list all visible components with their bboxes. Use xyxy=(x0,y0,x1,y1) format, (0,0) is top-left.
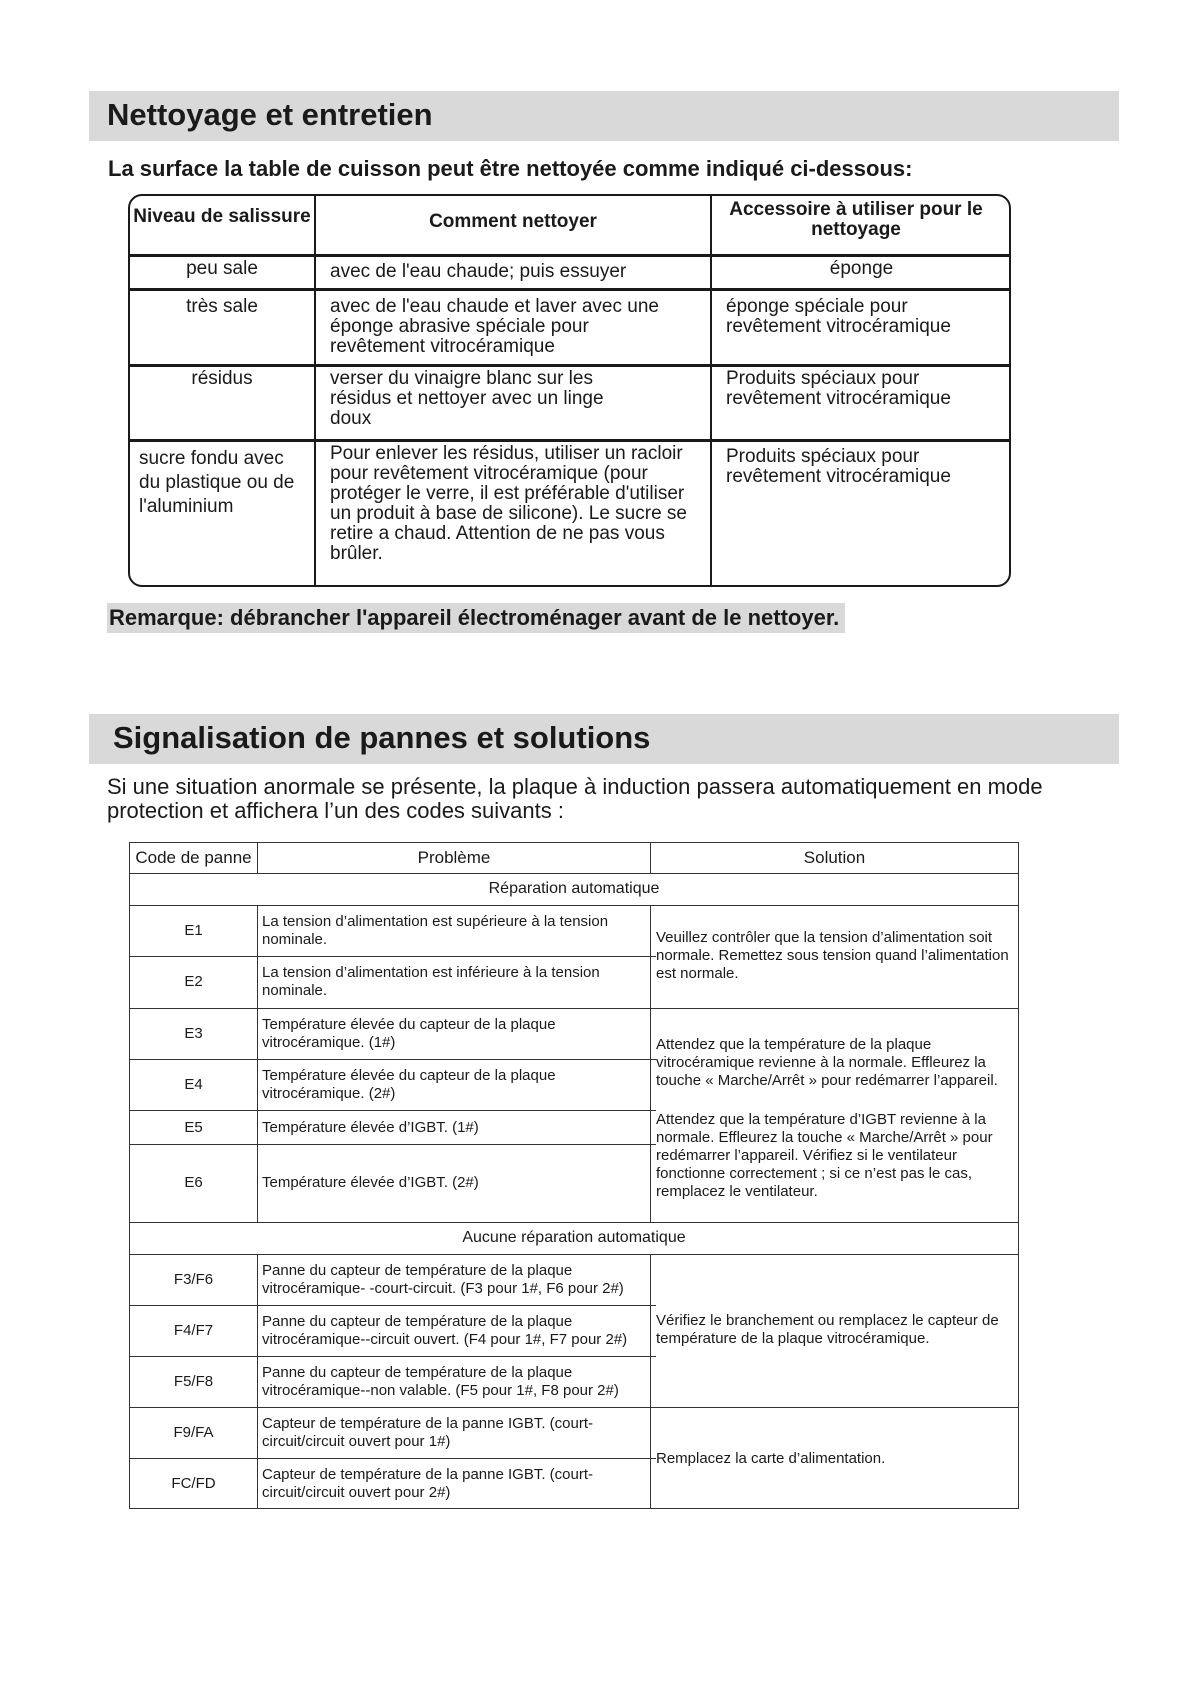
code-f4-f7: F4/F7 xyxy=(173,1322,214,1339)
row2-how: avec de l'eau chaude et laver avec une éponge abrasive spéciale pour revêtement vitrocéramique xyxy=(330,296,659,357)
problem-f5-f8: Panne du capteur de température de la plaque vitrocéramique--non valable. (F5 pour 1#, F8 pour 2#) xyxy=(262,1364,619,1399)
solution-e5-e6: Attendez que la température d’IGBT revienne à la normale. Effleurez la touche « Marche/Arrêt » pour redémarrer l’appareil. Vérifiez si le ventilateur fonctionne correctement ; si ce n’est pas le cas, remplacez le ventilateur. xyxy=(656,1111,993,1200)
fault-codes-table xyxy=(129,842,1019,1509)
code-e6: E6 xyxy=(184,1174,203,1191)
solution-f9-fd: Remplacez la carte d’alimentation. xyxy=(656,1450,886,1467)
cleaning-remark: Remarque: débrancher l'appareil électroménager avant de le nettoyer. xyxy=(107,603,845,633)
code-e3: E3 xyxy=(184,1025,203,1042)
code-e4: E4 xyxy=(184,1076,203,1093)
header-accessory: Accessoire à utiliser pour le nettoyage xyxy=(729,199,983,240)
section-title: Nettoyage et entretien xyxy=(107,97,433,132)
problem-f3-f6: Panne du capteur de température de la plaque vitrocéramique- -court-circuit. (F3 pour 1#, F6 pour 2#) xyxy=(262,1262,624,1297)
header-how: Comment nettoyer xyxy=(429,211,597,232)
row1-level: peu sale xyxy=(186,258,258,279)
row2-accessory: éponge spéciale pour revêtement vitrocéramique xyxy=(726,296,951,337)
code-f9-fa: F9/FA xyxy=(173,1424,214,1441)
problem-f9-fa: Capteur de température de la panne IGBT. (court-circuit/circuit ouvert pour 1#) xyxy=(262,1415,594,1450)
problem-e6: Température élevée d’IGBT. (2#) xyxy=(262,1174,479,1191)
code-e1: E1 xyxy=(184,922,203,939)
cleaning-table xyxy=(128,194,1011,587)
cleaning-intro: La surface la table de cuisson peut être nettoyée comme indiqué ci-dessous: xyxy=(108,156,913,181)
faults-intro: Si une situation anormale se présente, la plaque à induction passera automatiquement en mode protection et affichera l’un des codes suivants : xyxy=(107,774,1043,823)
section-header-cleaning xyxy=(89,91,1119,141)
problem-f4-f7: Panne du capteur de température de la plaque vitrocéramique--circuit ouvert. (F4 pour 1#, F7 pour 2#) xyxy=(262,1313,628,1348)
row4-accessory: Produits spéciaux pour revêtement vitrocéramique xyxy=(726,446,951,487)
code-f3-f6: F3/F6 xyxy=(173,1271,214,1288)
header-problem: Problème xyxy=(417,848,491,867)
section-title: Signalisation de pannes et solutions xyxy=(113,720,651,755)
code-fc-fd: FC/FD xyxy=(171,1475,216,1492)
row1-accessory: éponge xyxy=(829,258,894,279)
row2-level: très sale xyxy=(186,296,258,317)
section-header-faults xyxy=(89,714,1119,764)
problem-e2: La tension d’alimentation est inférieure à la tension nominale. xyxy=(262,964,600,999)
row3-accessory: Produits spéciaux pour revêtement vitrocéramique xyxy=(726,368,951,409)
row4-how: Pour enlever les résidus, utiliser un racloir pour revêtement vitrocéramique (pour protéger le verre, il est préférable d'utiliser un produit à base de silicone). Le sucre se retire a chaud. Attention de ne pas vous brûler. xyxy=(330,443,687,564)
header-solution: Solution xyxy=(803,848,866,867)
problem-e3: Température élevée du capteur de la plaque vitrocéramique. (1#) xyxy=(262,1016,556,1051)
code-e2: E2 xyxy=(184,973,203,990)
solution-f3-f8: Vérifiez le branchement ou remplacez le capteur de température de la plaque vitrocéramique. xyxy=(656,1312,999,1347)
problem-fc-fd: Capteur de température de la panne IGBT. (court-circuit/circuit ouvert pour 2#) xyxy=(262,1466,594,1501)
group-auto-repair: Réparation automatique xyxy=(488,880,660,897)
header-code: Code de panne xyxy=(135,848,252,867)
solution-e3-e4: Attendez que la température de la plaque vitrocéramique revienne à la normale. Effleurez la touche « Marche/Arrêt » pour redémarrer l’appareil. xyxy=(656,1036,998,1089)
solution-e1-e2: Veuillez contrôler que la tension d’alimentation soit normale. Remettez sous tension quand l’alimentation est normale. xyxy=(656,929,1009,982)
problem-e4: Température élevée du capteur de la plaque vitrocéramique. (2#) xyxy=(262,1067,556,1102)
header-level: Niveau de salissure xyxy=(133,206,311,227)
row3-level: résidus xyxy=(191,368,253,389)
problem-e1: La tension d’alimentation est supérieure à la tension nominale. xyxy=(262,913,609,948)
code-e5: E5 xyxy=(184,1119,203,1136)
row4-level: sucre fondu avec du plastique ou de l'aluminium xyxy=(139,448,295,517)
code-f5-f8: F5/F8 xyxy=(173,1373,214,1390)
problem-e5: Température élevée d’IGBT. (1#) xyxy=(262,1119,479,1136)
row3-how: verser du vinaigre blanc sur les résidus et nettoyer avec un linge doux xyxy=(330,368,604,429)
group-no-auto-repair: Aucune réparation automatique xyxy=(462,1229,686,1246)
row1-how: avec de l'eau chaude; puis essuyer xyxy=(330,261,627,282)
